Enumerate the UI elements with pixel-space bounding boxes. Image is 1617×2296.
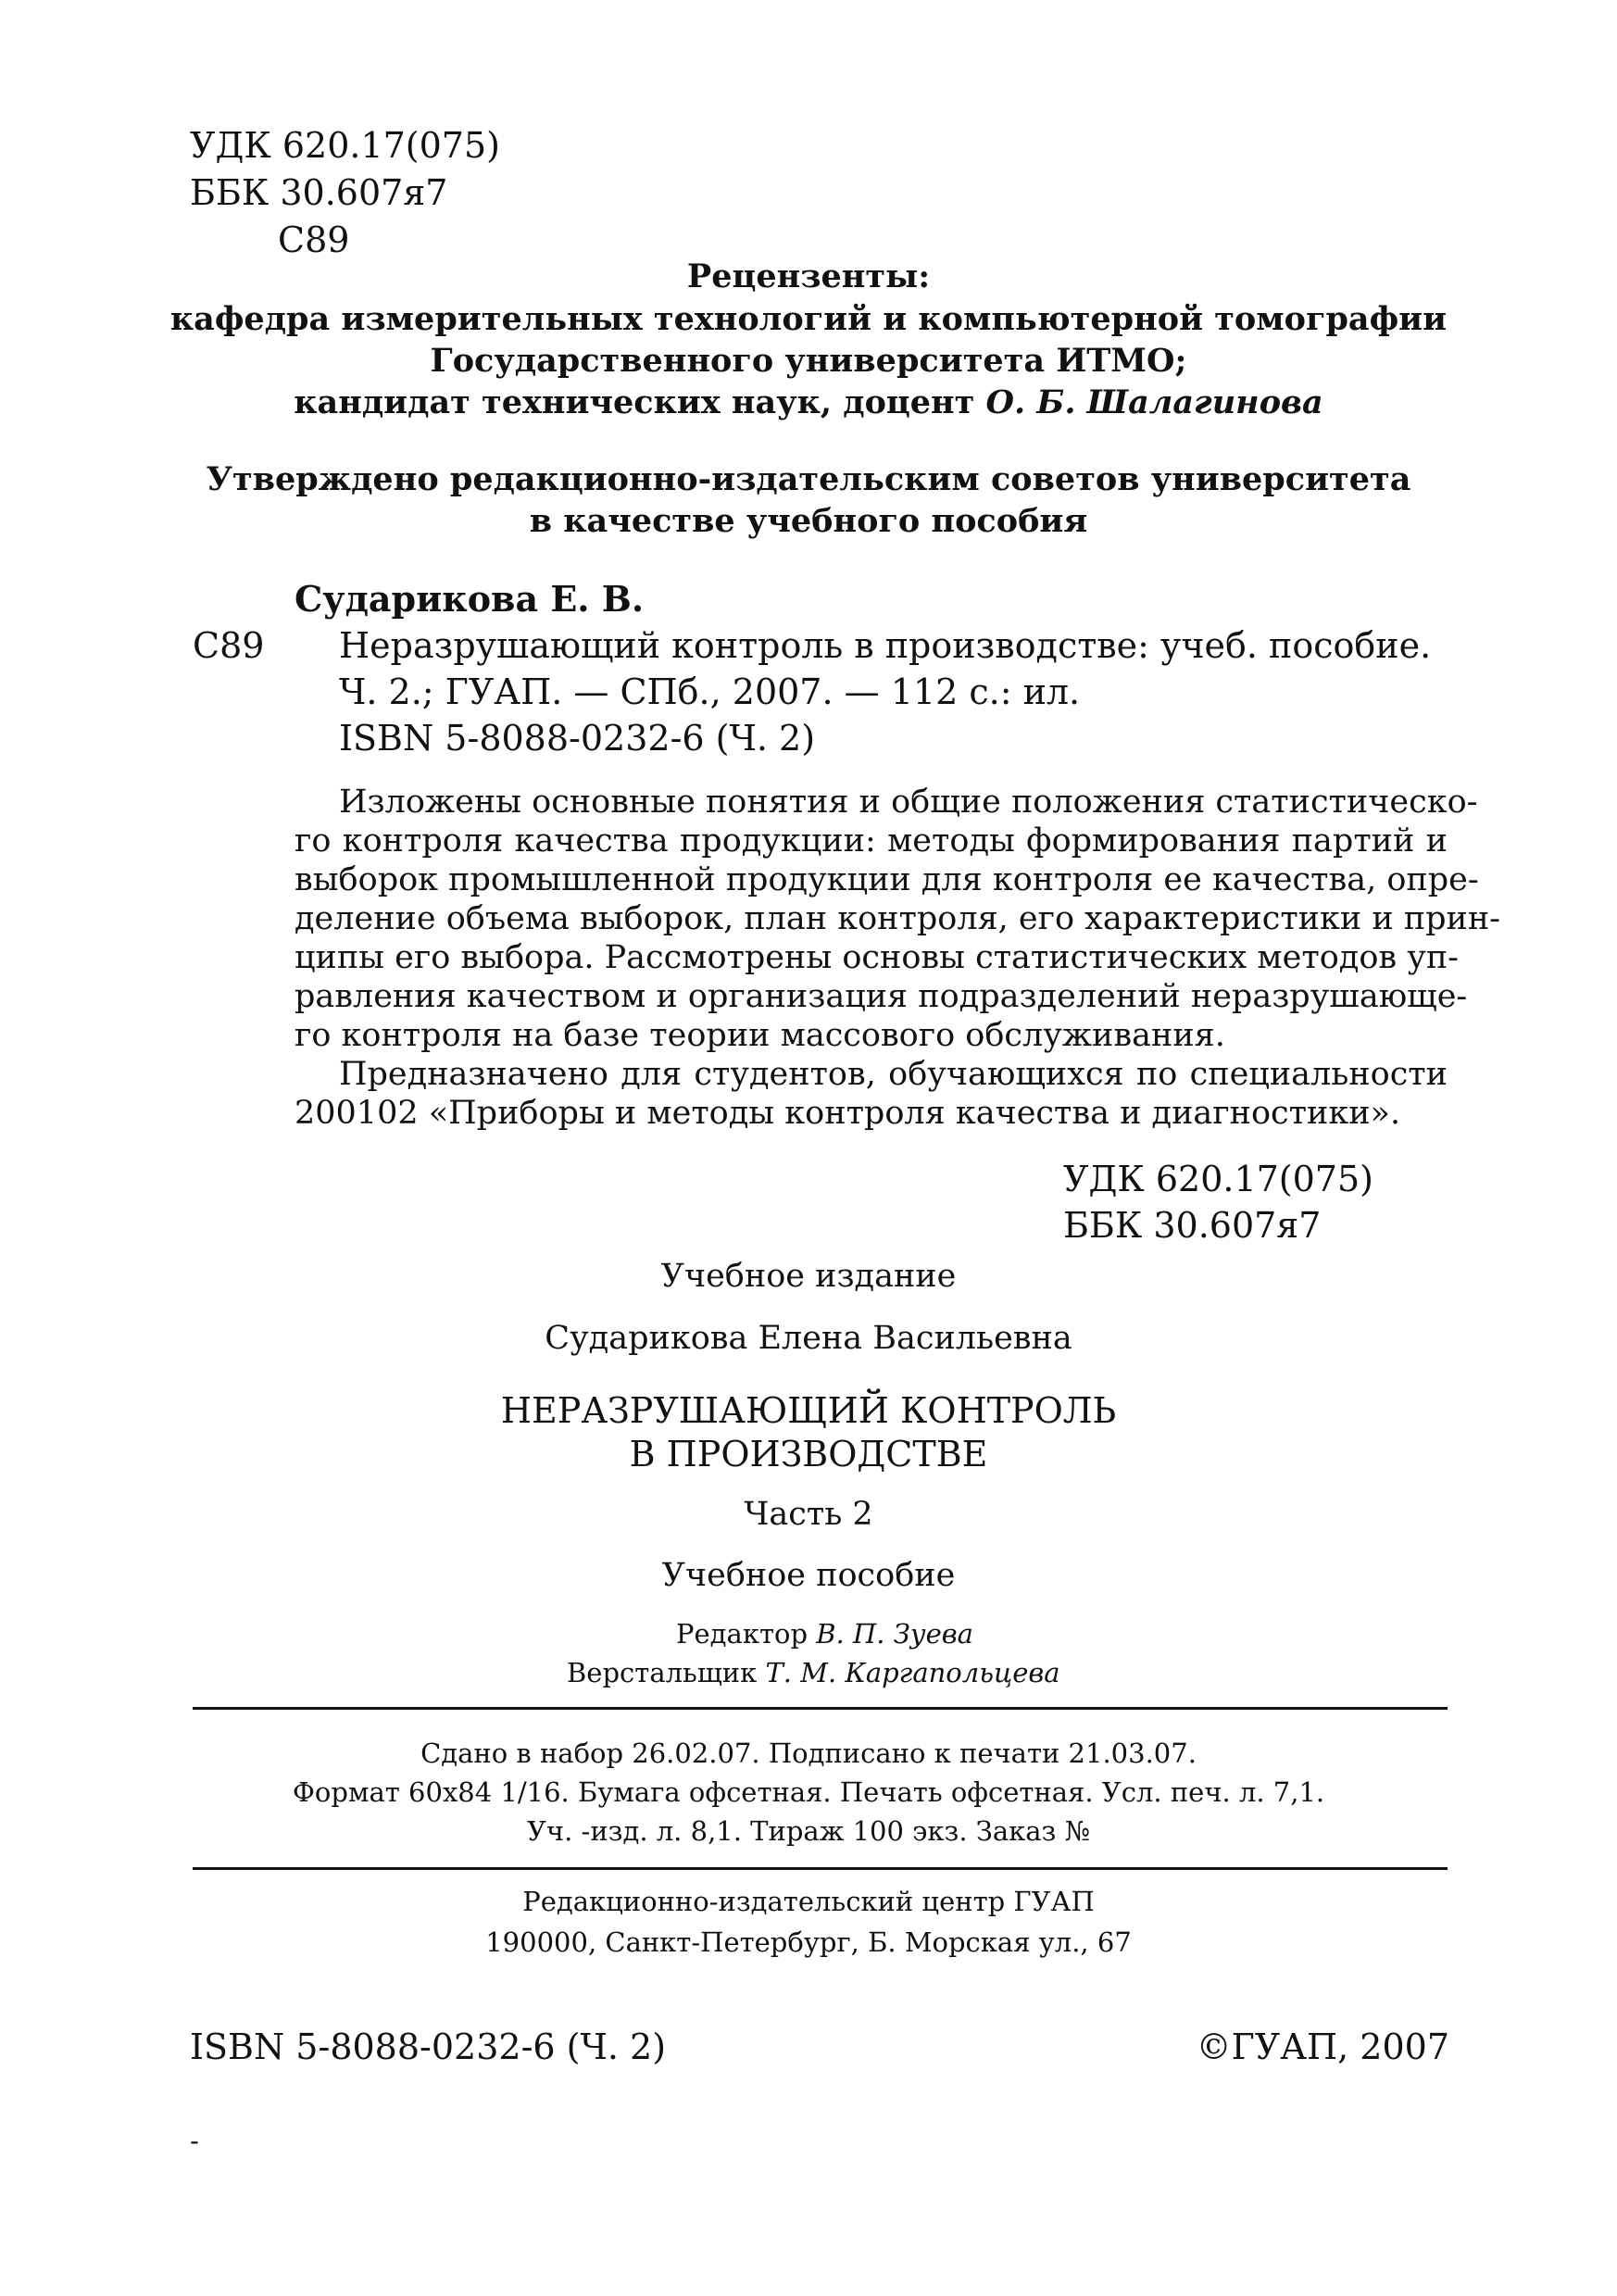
divider-top — [193, 1707, 1448, 1710]
editor-name: В. П. Зуева — [816, 1618, 973, 1650]
typesetter-credit — [567, 1653, 1060, 1692]
divider-bottom — [193, 1867, 1448, 1870]
print-details-line-3: Уч. -изд. л. 8,1. Тираж 100 экз. Заказ № — [526, 1815, 1091, 1847]
annotation-line-4: деление объема выборок, план контроля, его характеристики и прин- — [295, 900, 1501, 937]
publisher-address: 190000, Санкт-Петербург, Б. Морская ул., 67 — [485, 1926, 1132, 1958]
bbk-code-repeat: ББК 30.607я7 — [1063, 1205, 1322, 1246]
reviewer-name: О. Б. Шалагинова — [985, 383, 1323, 421]
editor-credit — [676, 1614, 973, 1653]
bib-imprint-line: Ч. 2.; ГУАП. — СПб., 2007. — 112 с.: ил. — [339, 671, 1081, 712]
annotation-line-3: выборок промышленной продукции для контроля ее качества, опре- — [295, 861, 1479, 898]
approval-line-2: в качестве учебного пособия — [529, 502, 1088, 540]
udk-code-repeat: УДК 620.17(075) — [1063, 1159, 1373, 1199]
udk-code: УДК 620.17(075) — [190, 125, 500, 166]
bib-mark: С89 — [193, 625, 265, 666]
purpose-line-1: Предназначено для студентов, обучающихся по специальности — [339, 1056, 1448, 1093]
purpose-line-2: 200102 «Приборы и методы контроля качества и диагностики». — [295, 1095, 1401, 1132]
bbk-code: ББК 30.607я7 — [190, 172, 448, 213]
book-genre: Учебное пособие — [661, 1557, 956, 1594]
print-details-line-2: Формат 60х84 1/16. Бумага офсетная. Печать офсетная. Усл. печ. л. 7,1. — [292, 1776, 1325, 1808]
annotation-line-7: го контроля на базе теории массового обслуживания. — [295, 1017, 1225, 1054]
annotation-line-1: Изложены основные понятия и общие положения статистическо- — [339, 784, 1478, 821]
typesetter-label: Верстальщик — [567, 1657, 766, 1688]
reviewer-credentials: кандидат технических наук, доцент — [294, 383, 986, 421]
footer-isbn: ISBN 5-8088-0232-6 (Ч. 2) — [190, 2026, 667, 2067]
book-title-line-1: НЕРАЗРУШАЮЩИЙ КОНТРОЛЬ — [500, 1390, 1117, 1431]
approval-line-1: Утверждено редакционно-издательским советов университета — [206, 460, 1411, 498]
annotation-line-6: равления качеством и организация подразделений неразрушающе- — [295, 978, 1468, 1015]
print-details-line-1: Сдано в набор 26.02.07. Подписано к печати 21.03.07. — [420, 1738, 1197, 1769]
author-full-name: Сударикова Елена Васильевна — [545, 1320, 1072, 1357]
footer-copyright: ©ГУАП, 2007 — [1196, 2026, 1449, 2067]
annotation-line-5: ципы его выбора. Рассмотрены основы статистических методов уп- — [295, 939, 1459, 976]
reviewers-line-1: кафедра измерительных технологий и компьютерной томографии — [169, 300, 1448, 338]
book-part: Часть 2 — [744, 1496, 873, 1533]
bib-isbn: ISBN 5-8088-0232-6 (Ч. 2) — [339, 718, 816, 759]
edition-type: Учебное издание — [660, 1258, 957, 1295]
book-title-line-2: В ПРОИЗВОДСТВЕ — [629, 1434, 988, 1474]
reviewers-line-3 — [0, 382, 1617, 424]
typesetter-name: Т. М. Каргапольцева — [765, 1657, 1060, 1688]
editor-label: Редактор — [676, 1618, 817, 1650]
bib-author: Сударикова Е. В. — [295, 578, 645, 620]
reviewers-heading: Рецензенты: — [686, 257, 931, 295]
author-mark: С89 — [278, 220, 350, 260]
bib-title-line: Неразрушающий контроль в производстве: учеб. пособие. — [339, 625, 1432, 666]
page-mark: - — [190, 2125, 199, 2156]
reviewers-line-2: Государственного университета ИТМО; — [430, 342, 1187, 380]
annotation-line-2: го контроля качества продукции: методы формирования партий и — [295, 822, 1448, 859]
publisher-name: Редакционно-издательский центр ГУАП — [522, 1886, 1095, 1917]
